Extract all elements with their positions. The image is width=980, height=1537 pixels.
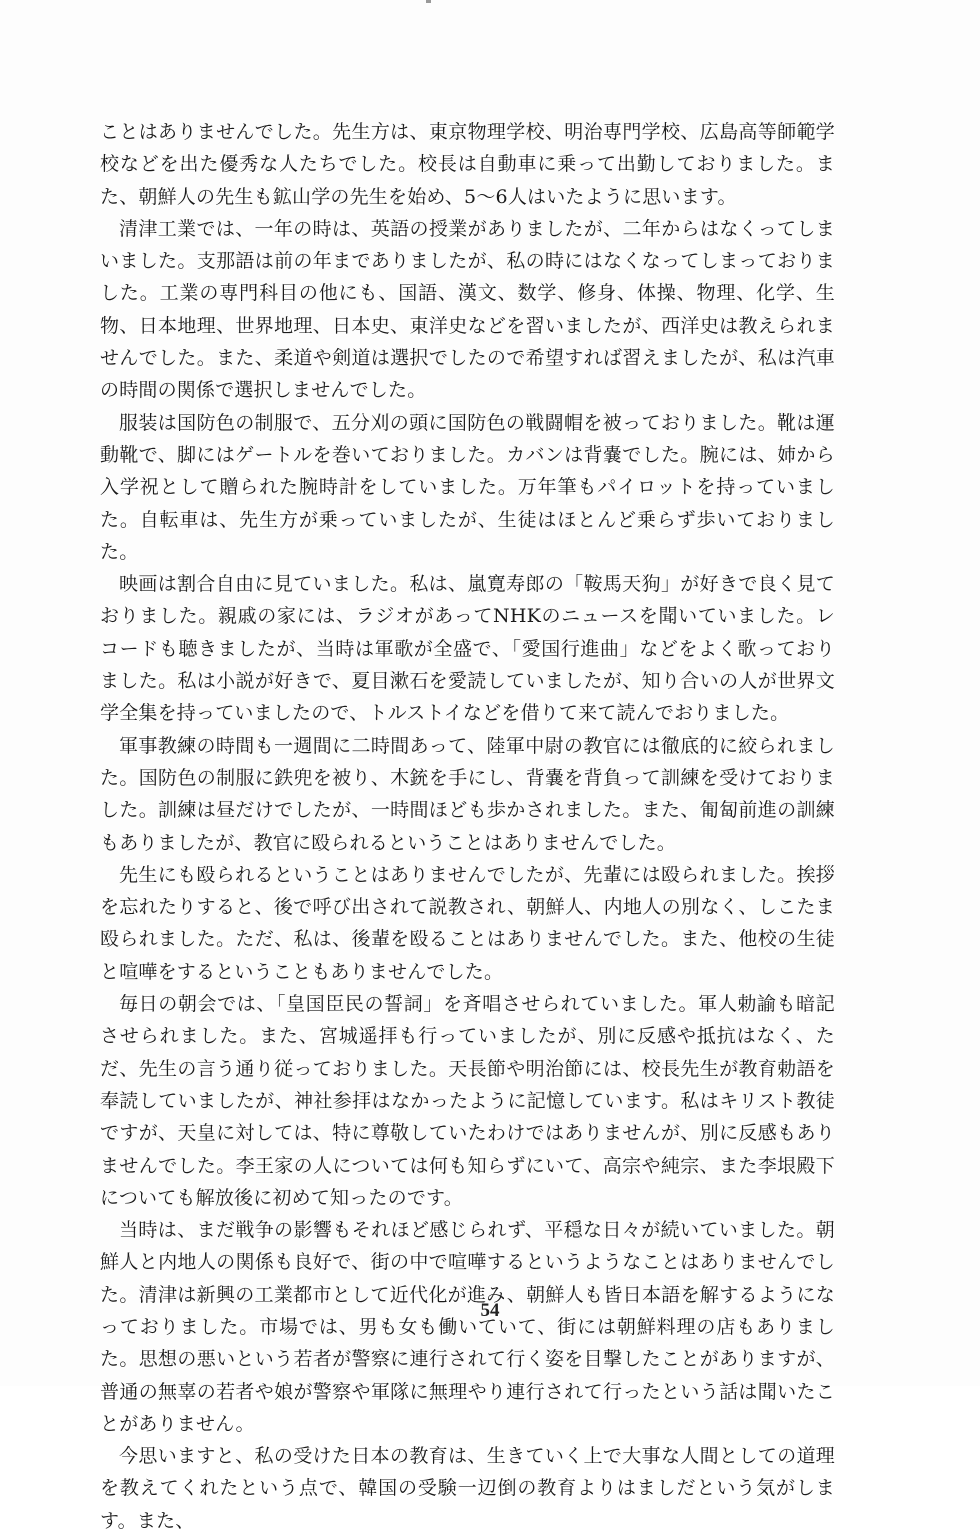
paragraph: ことはありませんでした。先生方は、東京物理学校、明治専門学校、広島高等師範学校などを出た優秀な人たちでした。校長は自動車に乗って出勤しておりました。また、朝鮮人の先生も鉱山学の先生を始め、5〜6人はいたように思います。 <box>100 121 835 208</box>
paragraph: 当時は、まだ戦争の影響もそれほど感じられず、平穏な日々が続いていました。朝鮮人と内地人の関係も良好で、街の中で喧嘩するというようなことはありませんでした。清津は新興の工業都市として近代化が進み、朝鮮人も皆日本語を解するようになっておりました。市場では、男も女も働いていて、街には朝鮮料理の店もありました。思想の悪いという若者が警察に連行されて行く姿を目撃したことがありますが、普通の無辜の若者や娘が警察や軍隊に無理やり連行されて行ったという話は聞いたことがありません。 <box>100 1219 835 1435</box>
paragraph: 服装は国防色の制服で、五分刈の頭に国防色の戦闘帽を被っておりました。靴は運動靴で、脚にはゲートルを巻いておりました。カバンは背嚢でした。腕には、姉から入学祝として贈られた腕時計をしていました。万年筆もパイロットを持っていました。自転車は、先生方が乗っていましたが、生徒はほとんど乗らず歩いておりました。 <box>100 411 835 563</box>
paragraph: 軍事教練の時間も一週間に二時間あって、陸軍中尉の教官には徹底的に絞られました。国防色の制服に鉄兜を被り、木銃を手にし、背嚢を背負って訓練を受けておりました。訓練は昼だけでしたが、一時間ほども歩かされました。また、匍匐前進の訓練もありましたが、教官に殴られるということはありませんでした。 <box>100 734 835 854</box>
paragraph: 今思いますと、私の受けた日本の教育は、生きていく上で大事な人間としての道理を教えてくれたという点で、韓国の受験一辺倒の教育よりはましだという気がします。また、 <box>100 1445 835 1532</box>
paragraph: 清津工業では、一年の時は、英語の授業がありましたが、二年からはなくってしまいました。支那語は前の年までありましたが、私の時にはなくなってしまっておりました。工業の専門科目の他にも、国語、漢文、数学、修身、体操、物理、化学、生物、日本地理、世界地理、日本史、東洋史などを習いましたが、西洋史は教えられませんでした。また、柔道や剣道は選択でしたので希望すれば習えましたが、私は汽車の時間の関係で選択しませんでした。 <box>100 217 835 402</box>
paragraph: 先生にも殴られるということはありませんでしたが、先輩には殴られました。挨拶を忘れたりすると、後で呼び出されて説教され、朝鮮人、内地人の別なく、しこたま殴られました。ただ、私は、後輩を殴ることはありませんでした。また、他校の生徒と喧嘩をするということもありませんでした。 <box>100 863 835 983</box>
paragraph: 映画は割合自由に見ていました。私は、嵐寛寿郎の「鞍馬天狗」が好きで良く見ておりました。親戚の家には、ラジオがあってNHKのニュースを聞いていました。レコードも聴きましたが、当時は軍歌が全盛で、「愛国行進曲」などをよく歌っておりました。私は小説が好きで、夏目漱石を愛読していましたが、知り合いの人が世界文学全集を持っていましたので、トルストイなどを借りて来て読んでおりました。 <box>100 573 835 725</box>
scan-artifact <box>426 0 431 3</box>
paragraph: 毎日の朝会では、「皇国臣民の誓詞」を斉唱させられていました。軍人勅諭も暗記させられました。また、宮城遥拝も行っていましたが、別に反感や抵抗はなく、ただ、先生の言う通り従っておりました。天長節や明治節には、校長先生が教育勅語を奉読していましたが、神社参拝はなかったように記憶しています。私はキリスト教徒ですが、天皇に対しては、特に尊敬していたわけではありませんが、別に反感もありませんでした。李王家の人については何も知らずにいて、高宗や純宗、また李垠殿下についても解放後に初めて知ったのです。 <box>100 993 835 1209</box>
body-text <box>100 116 835 1537</box>
page-number: 54 <box>480 1300 500 1321</box>
